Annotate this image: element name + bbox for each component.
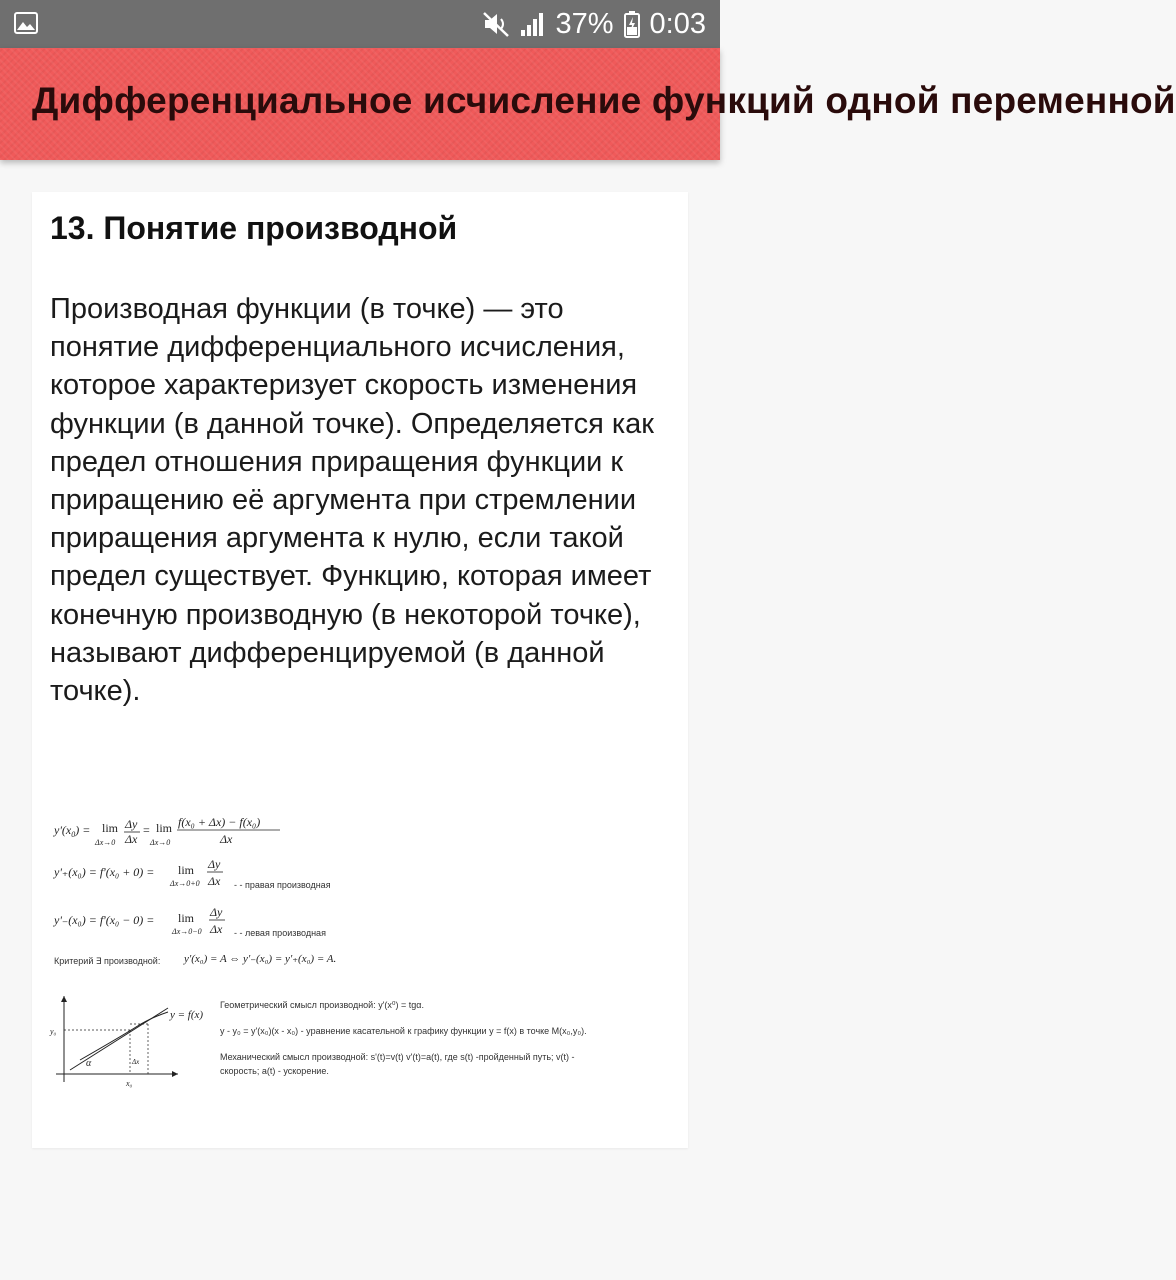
- signal-icon: [520, 10, 546, 38]
- svg-text:α: α: [86, 1058, 92, 1069]
- left-derivative-label: - - левая производная: [234, 928, 326, 938]
- svg-text:y'₊(x₀) = f'(x₀ + 0) =: y'₊(x₀) = f'(x₀ + 0) =: [54, 865, 155, 879]
- svg-text:lim: lim: [178, 863, 195, 877]
- svg-text:Δx: Δx: [125, 832, 138, 846]
- criterion-formula: y'(x₀) = A ⇔ y'₋(x₀) = y'₊(x₀) = A.: [184, 953, 337, 965]
- derivative-definition-formula: [53, 815, 280, 847]
- svg-text:Δx: Δx: [132, 1058, 140, 1066]
- article-paragraph: Производная функции (в точке) — это понятие дифференциального исчисления, которое характеризует скорость изменения функции (в данной точке). Определяется как предел отношения приращения функции к приращению её аргумента при стремлении приращения аргумента к нулю, если такой предел существует. Функцию, которая имеет конечную производную (в некоторой точке), называют дифференцируемой (в данной точке).: [50, 293, 654, 708]
- mechanical-meaning-text-1: Механический смысл производной: s'(t)=v(t) v'(t)=a(t), где s(t) -пройденный путь; v(t) -: [220, 1052, 575, 1062]
- svg-text:=: =: [143, 823, 150, 837]
- svg-text:Δx→0: Δx→0: [95, 838, 116, 847]
- article-card: [32, 192, 688, 1148]
- battery-icon: [624, 10, 640, 38]
- page-title: Дифференциальное исчисление функций одной переменной: [32, 80, 1176, 121]
- graph-function-label: y = f(x): [170, 1009, 204, 1021]
- svg-text:Δx→0+0: Δx→0+0: [170, 879, 200, 888]
- svg-text:y'₋(x₀) = f'(x₀ − 0) =: y'₋(x₀) = f'(x₀ − 0) =: [54, 913, 155, 927]
- mute-icon: [482, 10, 510, 38]
- svg-text:y'(x0) =: $y'(x_0)$ =: [54, 823, 91, 839]
- svg-text:Δy: Δy: [208, 857, 221, 871]
- clock: 0:03: [649, 7, 706, 40]
- svg-text:Δy: Δy: [210, 905, 223, 919]
- svg-text:y₀: y₀: [50, 1027, 57, 1036]
- tangent-equation-text: y - y₀ = y'(x₀)(x - x₀) - уравнение касательной к графику функции y = f(x) в точке M(x₀,y₀).: [220, 1026, 587, 1036]
- svg-text:Δy: Δy: [125, 817, 138, 831]
- app-bar: [0, 48, 1176, 160]
- criterion-label: Критерий ∃ производной:: [54, 956, 161, 966]
- svg-text:x₀: x₀: [126, 1079, 133, 1088]
- right-derivative-label: - - правая производная: [234, 880, 331, 890]
- svg-text:Δx→0: Δx→0: [150, 838, 171, 847]
- svg-text:lim: lim: [178, 911, 195, 925]
- svg-text:f(x₀ + Δx) − f(x₀): f(x₀ + Δx) − f(x₀): [178, 815, 261, 829]
- derivative-formulas-figure: [50, 812, 680, 1102]
- svg-text:Δx: Δx: [220, 832, 233, 846]
- status-icons: [482, 0, 707, 48]
- article-heading: 13. Понятие производной: [50, 210, 458, 246]
- svg-text:lim: lim: [102, 821, 119, 835]
- battery-percent: 37%: [555, 7, 614, 40]
- svg-text:Δx: Δx: [208, 874, 221, 888]
- tangent-graph: [49, 996, 203, 1088]
- mechanical-meaning-text-2: скорость; a(t) - ускорение.: [220, 1066, 329, 1076]
- svg-text:Δx: Δx: [210, 922, 223, 936]
- svg-text:lim: lim: [156, 821, 173, 835]
- geometric-meaning-text: Геометрический смысл производной: y'(x⁰) = tgα.: [220, 1000, 424, 1010]
- right-derivative-formula: [53, 857, 223, 888]
- status-bar: [0, 0, 720, 48]
- left-derivative-formula: [53, 905, 225, 936]
- svg-text:Δx→0−0: Δx→0−0: [172, 927, 202, 936]
- image-icon: [14, 12, 38, 34]
